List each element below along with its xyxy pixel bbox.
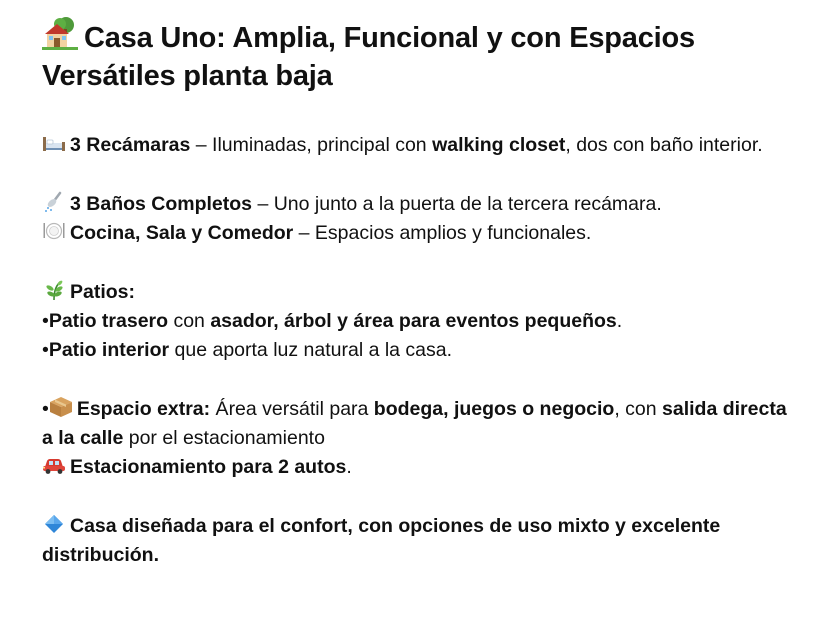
patio-trasero-bold: Patio trasero [48,310,169,332]
extra-space-bold: Espacio extra: [76,398,211,420]
shower-icon [42,191,66,213]
bedrooms-text2: , dos con baño interior. [565,134,763,156]
extra-space-line [42,395,800,453]
blue-diamond-icon [42,513,66,535]
closing-bold: Casa diseñada para el confort, con opciones de uso mixto y excelente distribución. [42,515,721,566]
spacer [42,365,800,395]
parking-end: . [346,456,352,478]
bathrooms-text: – Uno junto a la puerta de la tercera recámara. [252,193,662,215]
bed-icon [42,132,66,154]
bullet: • [42,310,49,332]
patio-trasero-features-bold: asador, árbol y área para eventos pequeños [210,310,617,332]
kitchen-text: – Espacios amplios y funcionales. [293,222,592,244]
extra-space-uses-bold: bodega, juegos o negocio [373,398,615,420]
parking-bold: Estacionamiento para 2 autos [70,456,347,478]
patio-interior-bold: Patio interior [48,339,170,361]
herb-icon [42,279,66,301]
car-icon [42,454,66,476]
plate-cutlery-icon [42,220,66,242]
patio-interior-line [42,336,800,365]
patio-interior-text: que aporta luz natural a la casa. [169,339,453,361]
spacer [42,248,800,278]
extra-space-text1: Área versátil para [210,398,374,420]
kitchen-line [42,219,800,248]
bedrooms-bold: 3 Recámaras [70,134,191,156]
spacer [42,482,800,512]
patio-trasero-line [42,307,800,336]
package-icon [49,396,73,418]
patio-trasero-end: . [616,310,623,332]
parking-line [42,453,800,482]
bathrooms-line [42,190,800,219]
house-with-garden-icon [42,16,78,50]
title-text: Casa Uno: Amplia, Funcional y con Espacios Versátiles planta baja [42,22,695,92]
kitchen-bold: Cocina, Sala y Comedor [70,222,294,244]
bathrooms-bold: 3 Baños Completos [70,193,253,215]
extra-space-text2: , con [614,398,663,420]
bedrooms-text1: – Iluminadas, principal con [190,134,433,156]
bullet: • [42,339,49,361]
spacer [42,160,800,190]
bedrooms-line [42,131,800,160]
extra-space-exit-bold: salida directa a la calle [42,398,787,449]
patios-heading-bold: Patios: [70,281,136,303]
closing-line [42,512,800,570]
patio-trasero-text: con [168,310,211,332]
patios-heading [42,278,800,307]
extra-space-text3: por el estacionamiento [123,427,325,449]
walking-closet-bold: walking closet [432,134,566,156]
page-title [42,16,800,95]
bullet: • [42,398,49,420]
